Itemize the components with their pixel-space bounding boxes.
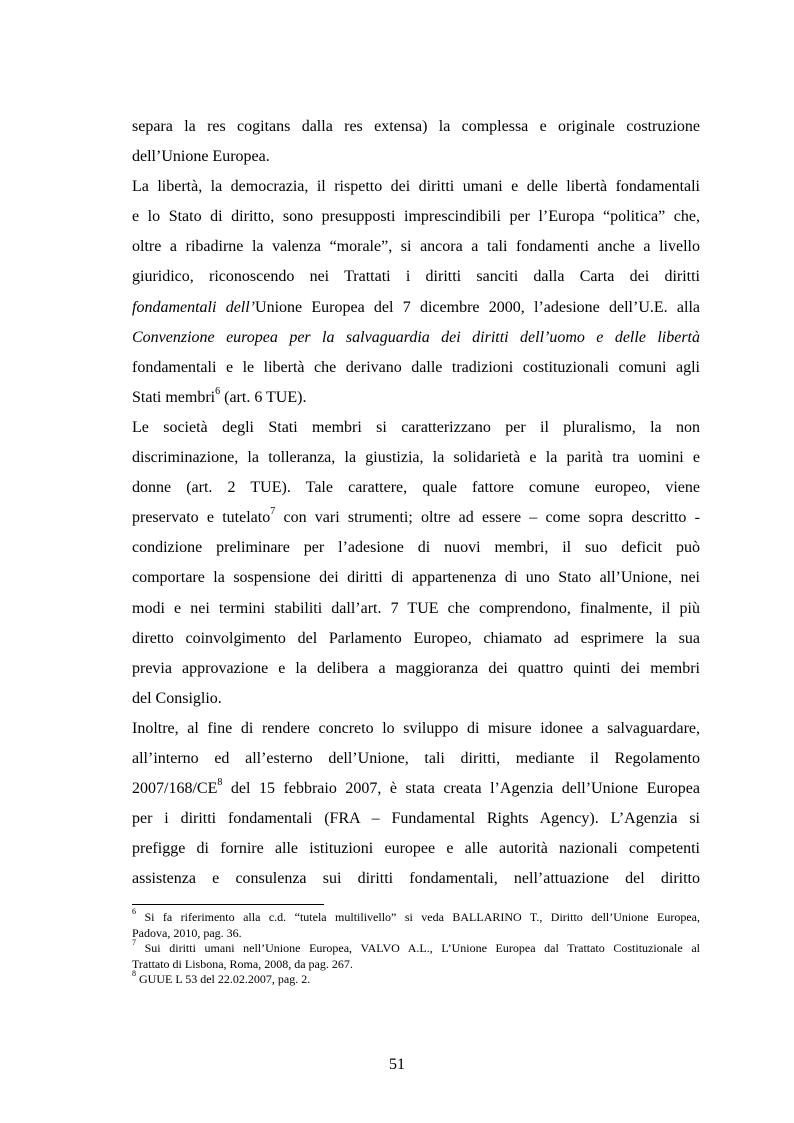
footnote [132, 907, 700, 941]
footnote-number: 7 [132, 938, 136, 947]
text-run: con vari strumenti; oltre ad essere – come sopra descritto - [275, 509, 701, 527]
footnote-line: Trattato di Lisbona, Roma, 2008, da pag. 267. [132, 956, 353, 971]
footnote-line: Padova, 2010, pag. 36. [132, 925, 242, 940]
text-line [132, 323, 700, 353]
text-run: preservato e tutelato [132, 509, 271, 527]
paragraph [132, 112, 700, 172]
text-run: Sui diritti umani nell’Unione Europea, VALVO A.L., L’Unione Europea dal Trattato Costituzionale al [136, 941, 700, 955]
text-line: previa approvazione e la delibera a maggioranza dei quattro quinti dei membri [132, 659, 700, 677]
text-run: del 15 febbraio 2007, è stata creata l’Agenzia dell’Unione Europea [222, 780, 700, 798]
footnote-ref: 7 [270, 505, 276, 517]
text-line: del Consiglio. [132, 689, 222, 707]
text-line: oltre a ribadirne la valenza “morale”, si ancora a tali fondamenti anche a livello [132, 238, 700, 256]
italic-title: fondamentali dell’ [132, 298, 256, 316]
text-run: (art. 6 TUE). [220, 388, 307, 406]
text-line: prefigge di fornire alle istituzioni europee e alle autorità nazionali competenti [132, 840, 700, 858]
text-line: discriminazione, la tolleranza, la giustizia, la solidarietà e la parità tra uomini e [132, 449, 700, 467]
body-text [132, 112, 700, 894]
text-line [132, 503, 700, 533]
text-run: Stati membri [132, 388, 216, 406]
paragraph [132, 172, 700, 413]
text-run: Unione Europea del 7 dicembre 2000, l’adesione dell’U.E. alla [255, 298, 700, 316]
italic-title: Convenzione europea per la salvaguardia dei diritti dell’uomo e delle libertà [132, 328, 700, 346]
footnote [132, 969, 700, 988]
text-line: all’interno ed all’esterno dell’Unione, tali diritti, mediante il Regolamento [132, 749, 700, 767]
text-line: fondamentali e le libertà che derivano dalle tradizioni costituzionali comuni agli [132, 358, 700, 376]
text-line: Inoltre, al fine di rendere concreto lo sviluppo di misure idonee a salvaguardare, [132, 719, 700, 737]
text-line: Le società degli Stati membri si caratterizzano per il pluralismo, la non [132, 418, 700, 436]
text-line: assistenza e consulenza sui diritti fondamentali, nell’attuazione del diritto [132, 870, 700, 888]
text-line: comportare la sospensione dei diritti di appartenenza di uno Stato all’Unione, nei [132, 569, 700, 587]
text-line: dell’Unione Europea. [132, 148, 270, 166]
text-line: e lo Stato di diritto, sono presupposti imprescindibili per l’Europa “politica” che, [132, 208, 700, 226]
text-line: modi e nei termini stabiliti dall’art. 7 TUE che comprendono, finalmente, il più [132, 599, 700, 617]
footnote-line [132, 907, 700, 926]
text-line: La libertà, la democrazia, il rispetto dei diritti umani e delle libertà fondamentali [132, 178, 700, 196]
text-run: Si fa riferimento alla c.d. “tutela multilivello” si veda BALLARINO T., Diritto dell’Unione Europea, [136, 910, 700, 924]
footnote-number: 6 [132, 907, 136, 916]
text-line: per i diritti fondamentali (FRA – Fundamental Rights Agency). L’Agenzia si [132, 810, 700, 828]
text-line [132, 774, 700, 804]
text-line [132, 383, 700, 413]
footnote [132, 938, 700, 972]
text-run: GUUE L 53 del 22.02.2007, pag. 2. [136, 972, 311, 986]
text-line: giuridico, riconoscendo nei Trattati i diritti sanciti dalla Carta dei diritti [132, 268, 700, 286]
text-run: 2007/168/CE [132, 780, 218, 798]
footnote-separator [132, 904, 324, 905]
footnote-line [132, 969, 700, 988]
text-line: condizione preliminare per l’adesione di nuovi membri, il suo deficit può [132, 539, 700, 557]
footnote-line [132, 938, 700, 957]
paragraph [132, 413, 700, 714]
text-line: diretto coinvolgimento del Parlamento Europeo, chiamato ad esprimere la sua [132, 629, 700, 647]
page-number: 51 [389, 1056, 405, 1073]
footnote-ref: 8 [217, 776, 223, 788]
text-line: separa la res cogitans dalla res extensa) la complessa e originale costruzione [132, 118, 700, 135]
text-line: donne (art. 2 TUE). Tale carattere, quale fattore comune europeo, viene [132, 479, 700, 497]
footnote-number: 8 [132, 969, 136, 978]
footnotes [132, 907, 700, 988]
footnote-ref: 6 [215, 385, 221, 397]
text-line [132, 293, 700, 323]
paragraph [132, 714, 700, 895]
